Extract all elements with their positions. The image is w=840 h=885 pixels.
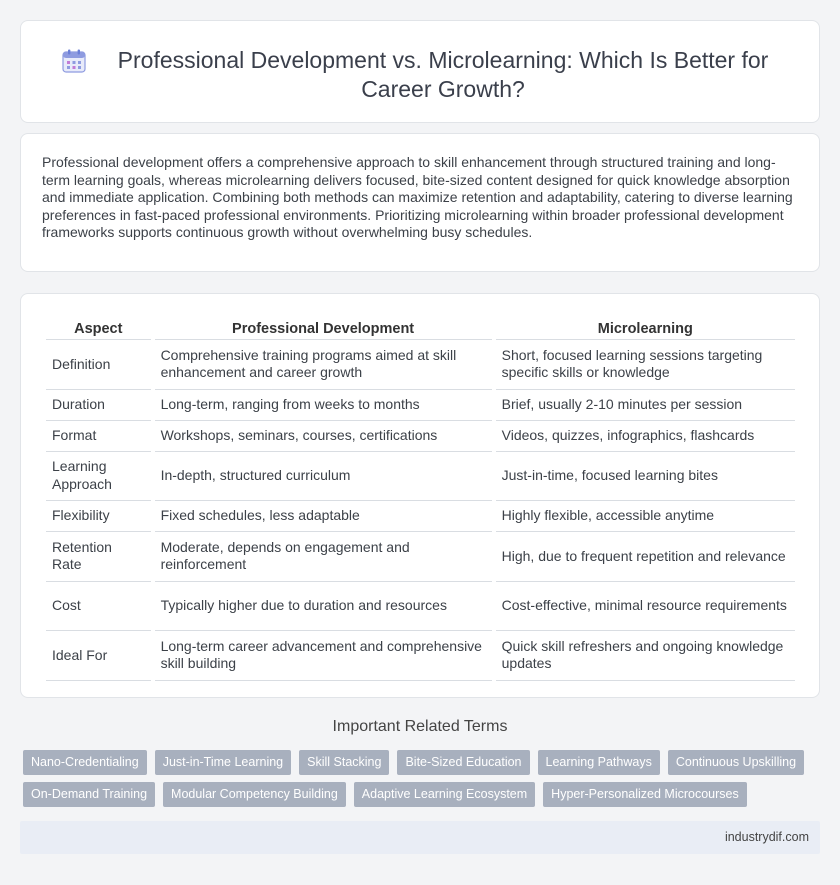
cell-professional-development: Long-term, ranging from weeks to months xyxy=(155,390,492,421)
intro-paragraph: Professional development offers a comprehensive approach to skill enhancement through structured training and long-term learning goals, whereas microlearning delivers focused, bite-sized content designed for quick knowledge absorption and immediate application. Combining both methods can maximize retention and adaptability, catering to diverse learning preferences in fast-paced professional environments. Prioritizing microlearning within broader professional development frameworks supports continuous growth without overwhelming busy schedules. xyxy=(42,154,793,241)
related-terms-tags xyxy=(23,750,823,814)
tag-hyper-personalized-microcourses[interactable]: Hyper-Personalized Microcourses xyxy=(543,782,747,807)
cell-aspect: Flexibility xyxy=(46,501,151,532)
cell-microlearning: Videos, quizzes, infographics, flashcards xyxy=(496,421,795,452)
table-row xyxy=(46,452,795,502)
tag-nano-credentialing[interactable]: Nano-Credentialing xyxy=(23,750,147,775)
tag-on-demand-training[interactable]: On-Demand Training xyxy=(23,782,155,807)
related-terms-title: Important Related Terms xyxy=(332,718,508,735)
table-header-row xyxy=(46,314,795,340)
tag-bite-sized-education[interactable]: Bite-Sized Education xyxy=(397,750,529,775)
header-aspect: Aspect xyxy=(46,314,151,340)
table-row xyxy=(46,390,795,421)
calendar-icon xyxy=(61,48,87,74)
tag-learning-pathways[interactable]: Learning Pathways xyxy=(538,750,660,775)
cell-aspect: Duration xyxy=(46,390,151,421)
cell-microlearning: Highly flexible, accessible anytime xyxy=(496,501,795,532)
cell-professional-development: In-depth, structured curriculum xyxy=(155,452,492,502)
cell-aspect: Format xyxy=(46,421,151,452)
cell-professional-development: Comprehensive training programs aimed at skill enhancement and career growth xyxy=(155,340,492,390)
comparison-table-card xyxy=(20,293,820,698)
cell-professional-development: Typically higher due to duration and resources xyxy=(155,582,492,632)
comparison-table xyxy=(42,314,799,681)
tag-continuous-upskilling[interactable]: Continuous Upskilling xyxy=(668,750,804,775)
table-row xyxy=(46,582,795,632)
tag-just-in-time-learning[interactable]: Just-in-Time Learning xyxy=(155,750,291,775)
table-row xyxy=(46,340,795,390)
cell-microlearning: Cost-effective, minimal resource requirements xyxy=(496,582,795,632)
intro-card xyxy=(20,133,820,272)
cell-professional-development: Long-term career advancement and comprehensive skill building xyxy=(155,631,492,681)
tag-modular-competency-building[interactable]: Modular Competency Building xyxy=(163,782,346,807)
tag-adaptive-learning-ecosystem[interactable]: Adaptive Learning Ecosystem xyxy=(354,782,535,807)
cell-aspect: Definition xyxy=(46,340,151,390)
cell-microlearning: Brief, usually 2-10 minutes per session xyxy=(496,390,795,421)
cell-aspect: Retention Rate xyxy=(46,532,151,582)
cell-microlearning: High, due to frequent repetition and relevance xyxy=(496,532,795,582)
tag-skill-stacking[interactable]: Skill Stacking xyxy=(299,750,389,775)
cell-microlearning: Quick skill refreshers and ongoing knowledge updates xyxy=(496,631,795,681)
table-row xyxy=(46,501,795,532)
cell-microlearning: Short, focused learning sessions targeting specific skills or knowledge xyxy=(496,340,795,390)
title-card xyxy=(20,20,820,123)
table-row xyxy=(46,631,795,681)
page-title: Professional Development vs. Microlearning: Which Is Better for Career Growth? xyxy=(117,47,769,102)
cell-aspect: Learning Approach xyxy=(46,452,151,502)
cell-professional-development: Fixed schedules, less adaptable xyxy=(155,501,492,532)
table-row xyxy=(46,532,795,582)
cell-aspect: Cost xyxy=(46,582,151,632)
header-professional-development: Professional Development xyxy=(155,314,492,340)
header-microlearning: Microlearning xyxy=(496,314,795,340)
table-row xyxy=(46,421,795,452)
cell-professional-development: Workshops, seminars, courses, certifications xyxy=(155,421,492,452)
footer xyxy=(20,821,820,854)
footer-site-link[interactable]: industrydif.com xyxy=(724,830,809,844)
cell-aspect: Ideal For xyxy=(46,631,151,681)
cell-microlearning: Just-in-time, focused learning bites xyxy=(496,452,795,502)
cell-professional-development: Moderate, depends on engagement and reinforcement xyxy=(155,532,492,582)
